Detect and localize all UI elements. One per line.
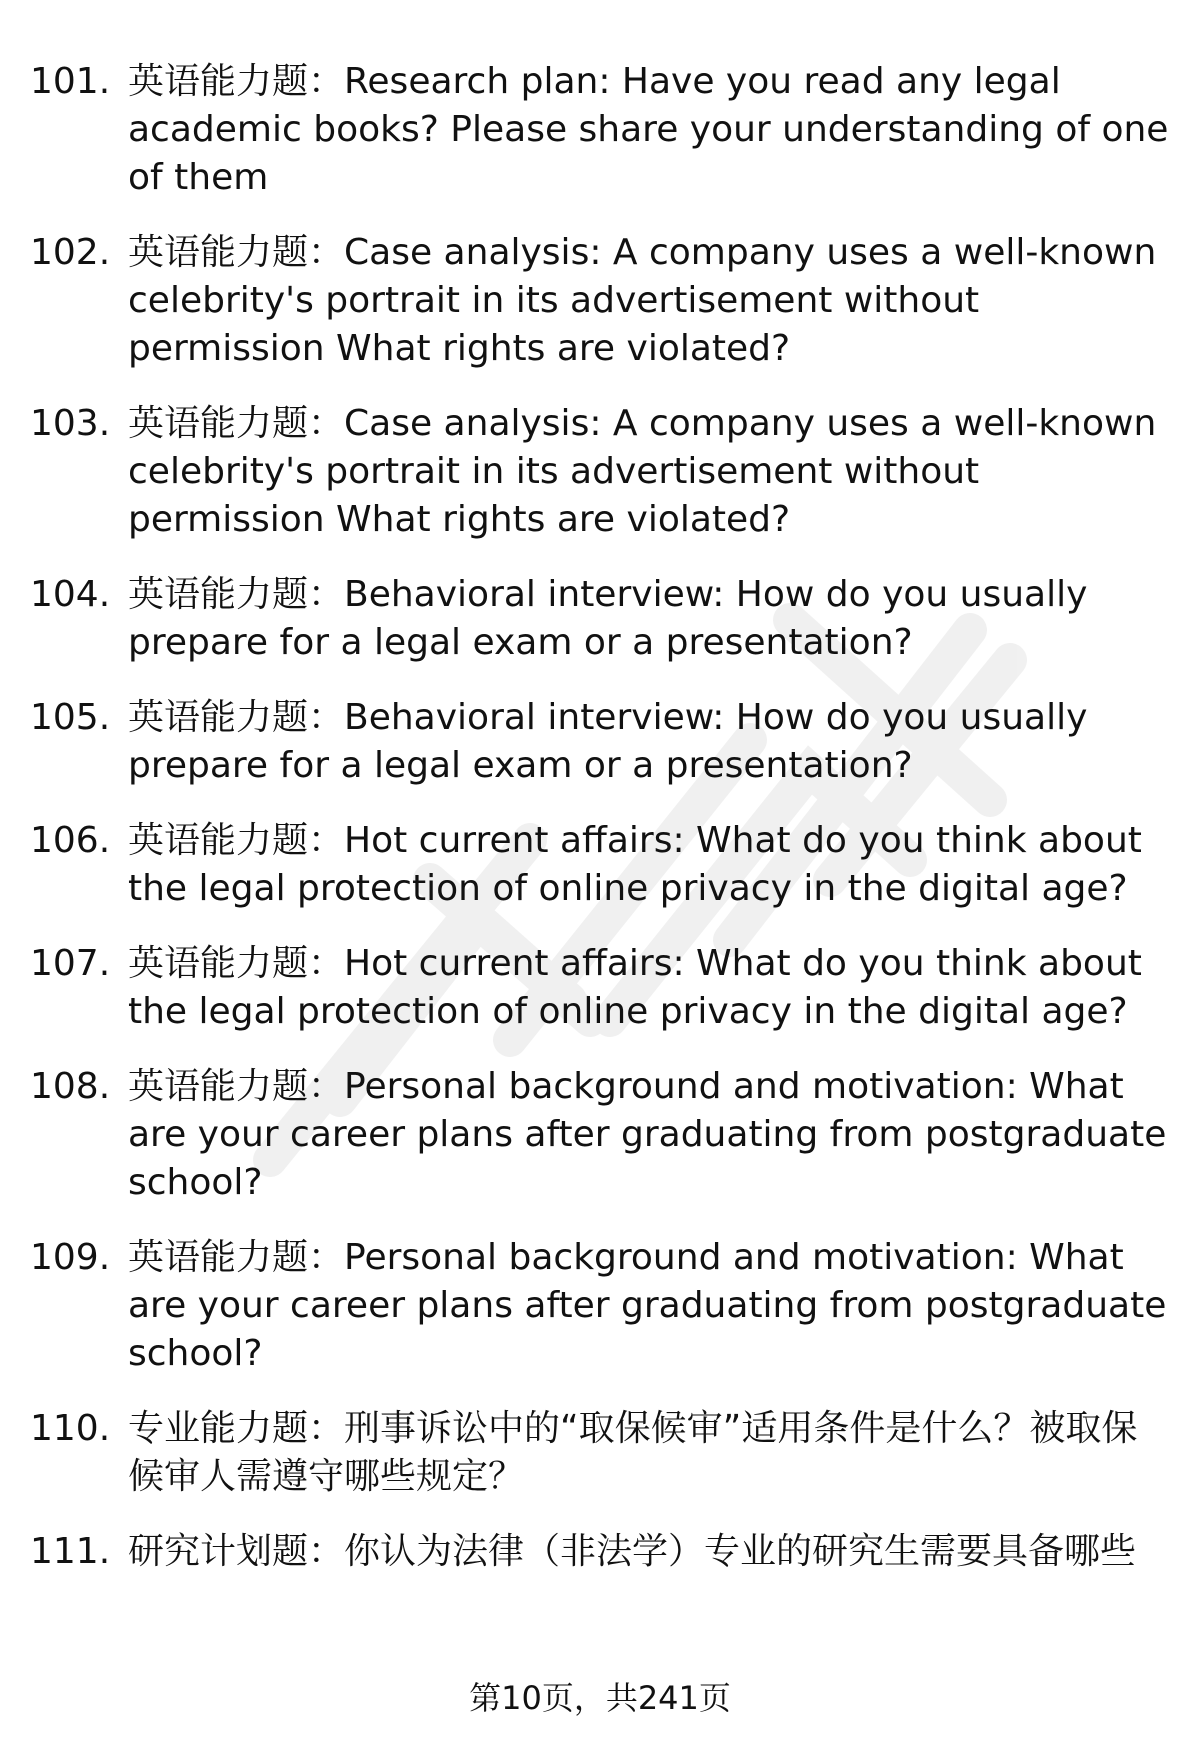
list-item xyxy=(30,1528,1170,1576)
question-text: Research plan: Have you read any legal academic books? Please share your understanding of one of them xyxy=(128,61,1169,198)
question-number: 110. xyxy=(30,1408,111,1449)
question-text: Hot current affairs: What do you think about the legal protection of online privacy in the digital age? xyxy=(128,943,1142,1032)
list-item xyxy=(30,571,1170,667)
question-text: Hot current affairs: What do you think about the legal protection of online privacy in the digital age? xyxy=(128,820,1142,909)
question-category: 英语能力题： xyxy=(128,1066,345,1107)
question-category: 英语能力题： xyxy=(128,1237,345,1278)
question-text: Behavioral interview: How do you usually prepare for a legal exam or a presentation? xyxy=(128,574,1088,663)
question-number: 104. xyxy=(30,574,111,615)
question-category: 英语能力题： xyxy=(128,574,345,615)
question-category: 英语能力题： xyxy=(128,61,345,102)
question-text-block xyxy=(128,229,1170,373)
question-list xyxy=(30,58,1170,1576)
question-text-block xyxy=(128,817,1170,913)
question-text-block xyxy=(128,1405,1170,1501)
question-category: 英语能力题： xyxy=(128,232,345,273)
list-item xyxy=(30,940,1170,1036)
question-category: 英语能力题： xyxy=(128,697,345,738)
question-text: 刑事诉讼中的“取保候审”适用条件是什么？被取保候审人需遵守哪些规定？ xyxy=(128,1408,1138,1497)
list-item xyxy=(30,400,1170,544)
question-category: 英语能力题： xyxy=(128,403,345,444)
question-number: 101. xyxy=(30,61,111,102)
question-number: 103. xyxy=(30,403,111,444)
question-text-block xyxy=(128,58,1170,202)
question-number: 108. xyxy=(30,1066,111,1107)
question-number: 106. xyxy=(30,820,111,861)
question-text-block xyxy=(128,940,1170,1036)
question-text-block xyxy=(128,571,1170,667)
question-number: 109. xyxy=(30,1237,111,1278)
question-number: 105. xyxy=(30,697,111,738)
question-category: 专业能力题： xyxy=(128,1408,345,1449)
list-item xyxy=(30,817,1170,913)
question-text-block xyxy=(128,1234,1170,1378)
list-item xyxy=(30,58,1170,202)
question-number: 102. xyxy=(30,232,111,273)
page-footer xyxy=(0,1676,1200,1720)
question-number: 111. xyxy=(30,1531,111,1572)
question-text: Personal background and motivation: What are your career plans after graduating from postgraduate school? xyxy=(128,1066,1167,1203)
question-text-block xyxy=(128,1063,1170,1207)
question-text: Personal background and motivation: What are your career plans after graduating from postgraduate school? xyxy=(128,1237,1167,1374)
list-item xyxy=(30,694,1170,790)
list-item xyxy=(30,1405,1170,1501)
question-text-block xyxy=(128,1528,1170,1576)
question-text-block xyxy=(128,400,1170,544)
question-category: 英语能力题： xyxy=(128,820,345,861)
page-number-label: 第10页，共241页 xyxy=(469,1679,731,1717)
list-item xyxy=(30,229,1170,373)
question-text: 你认为法律（非法学）专业的研究生需要具备哪些 xyxy=(344,1531,1137,1572)
list-item xyxy=(30,1234,1170,1378)
question-category: 研究计划题： xyxy=(128,1531,345,1572)
question-text: Case analysis: A company uses a well-known celebrity's portrait in its advertisement without permission What rights are violated? xyxy=(128,403,1157,540)
question-number: 107. xyxy=(30,943,111,984)
question-text: Case analysis: A company uses a well-known celebrity's portrait in its advertisement without permission What rights are violated? xyxy=(128,232,1157,369)
question-text: Behavioral interview: How do you usually prepare for a legal exam or a presentation? xyxy=(128,697,1088,786)
question-category: 英语能力题： xyxy=(128,943,345,984)
question-text-block xyxy=(128,694,1170,790)
list-item xyxy=(30,1063,1170,1207)
